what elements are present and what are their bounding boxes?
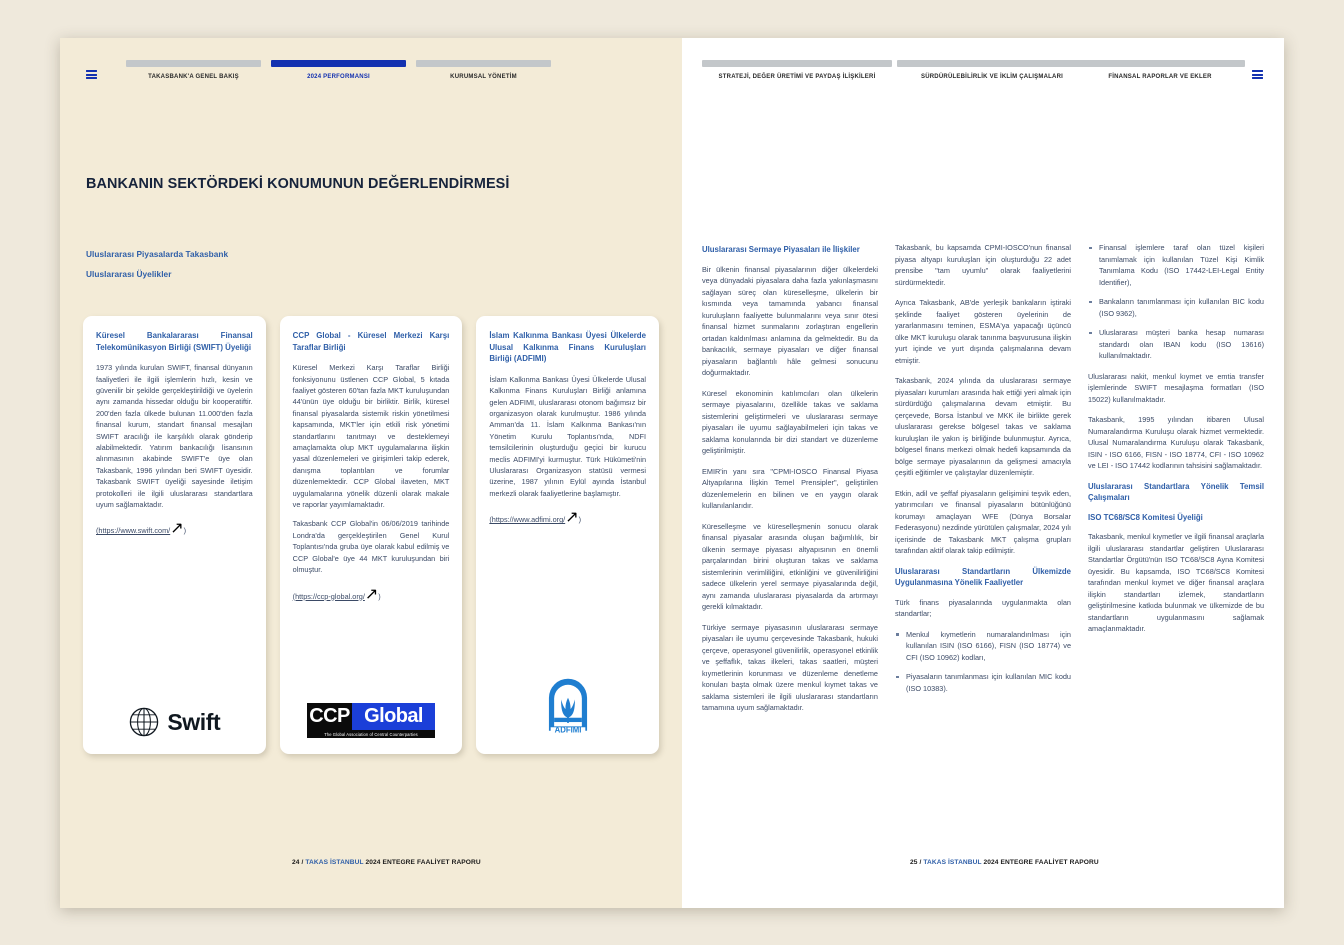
- card-body: Küresel Merkezi Karşı Taraflar Birliği fonksiyonunu üstlenen CCP Global, 5 kıtada faaliyet gösteren 60'tan fazla MKT kuruluşundan 44'ünün üye olduğu bir birliktir. Birlik, küresel finansal piyasalarda sistemik riskin yönetilmesi kapsamında, MKT'ler için etkili risk yönetimi standartlarını tanıtmayı ve desteklemeyi amaçlamakta olup MKT uygulamalarına ilişkin yasal düzenlemeleri ve girişimleri takip ederek, danışma toplantıları ve forumlar düzenlemektedir. CCP Global ilaveten, MKT uygulamalarına yönelik düzenli olarak makale ve raporlar yayımlamaktadır.: [292, 363, 450, 510]
- adfimi-emblem-icon: [542, 677, 594, 738]
- link-close-paren: ): [183, 526, 187, 536]
- svg-text:ADFIMI: ADFIMI: [554, 725, 582, 735]
- globe-icon: [128, 706, 160, 738]
- tab-strateji-deger-uretimi[interactable]: [702, 60, 892, 80]
- external-link-icon[interactable]: ↗: [170, 520, 184, 538]
- footer-brand: TAKAS İSTANBUL: [305, 859, 364, 866]
- tab-indicator-bar: [702, 60, 892, 67]
- column2-paragraph-1: Takasbank, bu kapsamda CPMI-IOSCO'nun finansal piyasa altyapı kuruluşları için oluşturduğu 22 adet prensibe "tam uyumlu" olarak faaliyetlerini sürdürmektedir.: [895, 243, 1071, 287]
- card-heading: Küresel Bankalararası Finansal Telekomünikasyon Birliği (SWIFT) Üyeliği: [96, 331, 253, 352]
- column1-paragraph-3: EMIR'in yanı sıra "CPMI-IOSCO Finansal Piyasa Altyapılarına İlişkin Temel Prensipler", geliştirilen düzenlemelerin en bilinen ve en yaygın olarak kullanılanlarıdır.: [702, 466, 878, 511]
- footer-page-number: 24 /: [292, 859, 304, 866]
- column1-paragraph-4: Küreselleşme ve küreselleşmenin sonucu olarak finansal piyasalar arasında oluşan bağımlılık, bir ülkenin sermaye piyasası altyapısının en önemli parçalarından birini oluşturan takas ve saklama sistemlerinin verimliliğini, etkinliğini ve güvenilirliğini sadece ülkelerin yerel sermaye piyasalarında değil, aynı zamanda uluslararası piyasalarda da artırmayı gerekli kılmaktadır.: [702, 521, 878, 612]
- card-body-2: Takasbank CCP Global'in 06/06/2019 tarihinde Londra'da gerçekleştirilen Genel Kurul Toplantısı'nda gruba üye olarak kabul edilmiş ve CCP Global'e üye 44 MKT kuruluşundan biri olmuştur.: [292, 519, 450, 575]
- tab-indicator-bar: [126, 60, 261, 67]
- external-link-icon[interactable]: ↗: [565, 509, 579, 527]
- column1-heading: Uluslararası Sermaye Piyasaları ile İlişkiler: [702, 245, 860, 254]
- ccp-global-logo: [293, 689, 450, 744]
- article-column-1: [702, 242, 878, 723]
- adfimi-link[interactable]: (https://www.adfimi.org/: [489, 515, 566, 525]
- tab-indicator-bar: [416, 60, 551, 67]
- column2-paragraph-5: Türk finans piyasalarında uygulanmakta olan standartlar;: [895, 597, 1071, 619]
- external-link-icon[interactable]: ↗: [364, 585, 379, 603]
- ccp-logo-ccp: CCP: [307, 703, 352, 730]
- footer-report-title: 2024 ENTEGRE FAALİYET RAPORU: [365, 859, 481, 866]
- swift-link[interactable]: (https://www.swift.com/: [96, 526, 171, 536]
- article-columns: [702, 242, 1266, 723]
- link-close-paren: ): [578, 515, 582, 525]
- swift-wordmark: Swift: [167, 708, 221, 735]
- tab-label: STRATEJİ, DEĞER ÜRETİMİ VE PAYDAŞ İLİŞKİLERİ: [718, 74, 876, 80]
- tab-takasbanka-genel-bakis[interactable]: [126, 60, 261, 80]
- left-page-nav: [60, 38, 682, 94]
- tab-label: SÜRDÜRÜLEBİLİRLİK VE İKLİM ÇALIŞMALARI: [920, 74, 1064, 80]
- ccp-global-link[interactable]: (https://ccp-global.org/: [292, 591, 365, 601]
- footer-page-number: 25 /: [910, 859, 922, 866]
- footer-report-title: 2024 ENTEGRE FAALİYET RAPORU: [983, 859, 1099, 866]
- adfimi-logo: [489, 663, 646, 744]
- tab-2024-performansi[interactable]: [271, 60, 406, 80]
- tab-label: FİNANSAL RAPORLAR VE EKLER: [1108, 74, 1212, 80]
- membership-cards: [83, 316, 659, 754]
- article-column-3: [1088, 242, 1264, 723]
- card-ccp-global: [280, 316, 463, 754]
- column2-paragraph-2: Ayrıca Takasbank, AB'de yerleşik bankaların iştiraki şeklinde faaliyet gösteren üyelerinin de yararlanmasını teminen, ESMA'ya yapacağı üçüncü ülke MKT kuruluşu olarak tanınma başvurusuna ilişkin yurt içinde ve yurt dışında çalışmalarına devam etmiştir.: [895, 298, 1071, 365]
- column3-heading-1: Uluslararası Standartlara Yönelik Temsil Çalışmaları: [1088, 481, 1264, 503]
- tab-indicator-bar: [271, 60, 406, 67]
- column3-paragraph-3: Takasbank, menkul kıymetler ve ilgili finansal araçlarla ilgili uluslararası standartlar geliştiren Uluslararası Standartlar Örgütü'nün ISO TC68/SC8 Ayna Komitesi üyesidir. Bu kapsamda, ISO TC68/SC8 Komitesi tarafından menkul kıymet ve diğer finansal araçlara ilişkin standartları izlemek, standartların geliştirilmesine katkıda bulunmak ve ülkemizde de bu standartların uygulanmasını sağlamak amaçlanmaktadır.: [1088, 532, 1264, 634]
- right-page-nav: [682, 38, 1284, 94]
- card-link-wrapper: [96, 518, 253, 538]
- section-subheading-1: Uluslararası Piyasalarda Takasbank: [86, 249, 229, 259]
- page-spread: [60, 38, 1284, 908]
- column2-heading: Uluslararası Standartların Ülkemizde Uygulanmasına Yönelik Faaliyetler: [895, 566, 1071, 588]
- card-heading: CCP Global - Küresel Merkezi Karşı Taraflar Birliği: [292, 331, 450, 352]
- column3-paragraph-1: Uluslararası nakit, menkul kıymet ve emtia transfer işlemlerinde SWIFT mesajlaşma formatları (ISO 15022) kullanılmaktadır.: [1088, 371, 1264, 404]
- column1-paragraph-2: Küresel ekonominin katılımcıları olan ülkelerin sermaye piyasalarını, özellikle takas ve saklama sistemlerini geliştirmeleri ve uluslararası sermaye piyasaları ile uyumu sağlayabilmeleri için takas ve saklama konularında bir dizi standart ve düzenleme geliştirilmiştir.: [702, 388, 878, 456]
- tab-indicator-bar: [897, 60, 1087, 67]
- page-title: BANKANIN SEKTÖRDEKİ KONUMUNUN DEĞERLENDİRMESİ: [86, 176, 510, 192]
- right-page-footer: [910, 859, 1099, 866]
- ccp-logo-tagline: The Global Association of Central Counterparties: [307, 730, 435, 738]
- column1-paragraph-1: Bir ülkenin finansal piyasalarının diğer ülkelerdeki veya dünyadaki piyasalara daha fazla yakınlaşmasını sağlayan süreç olan küreselleşme, ülkelerin bir kısmında veya tamamında yabancı finansal kuruluşların faaliyette bulunmalarını veya sınır ötesi finansal hizmet sunmalarını zorlaştıran engellerin ortadan kaldırılması anlamına da gelmektedir. Bu da bankacılık, sermaye piyasaları ve diğer finansal piyasaların bağlantılı hâle gelmesi sonucunu doğurmaktadır.: [702, 264, 878, 378]
- swift-logo: [96, 692, 253, 744]
- section-subheading-2: Uluslararası Üyelikler: [86, 269, 172, 279]
- tab-label: 2024 PERFORMANSI: [307, 74, 370, 80]
- card-link-wrapper: [293, 584, 450, 604]
- column2-paragraph-3: Takasbank, 2024 yılında da uluslararası sermaye piyasaları kurumları arasında hak ettiği yeri almak için sürdürdüğü çalışmalarına devam etmiştir. Bu çerçevede, Borsa İstanbul ve MKK ile birlikte gerek uluslararası gerekse bölgesel takas ve saklama kuruluşları ile yakın iş birliğinde bulunmuştur. Ayrıca, bölgesel finans merkezi olmak hedefi kapsamında da bölge sermaye piyasalarının da gelişmesi amacıyla çeşitli eğitimler ve çalıştaylar düzenlemiştir.: [895, 376, 1071, 477]
- tab-finansal-raporlar[interactable]: [1075, 60, 1245, 80]
- tab-label: KURUMSAL YÖNETİM: [450, 74, 517, 80]
- left-page-footer: [292, 859, 481, 866]
- tab-label: TAKASBANK'A GENEL BAKIŞ: [148, 74, 239, 80]
- tab-kurumsal-yonetim[interactable]: [416, 60, 551, 80]
- column3-heading-2: ISO TC68/SC8 Komitesi Üyeliği: [1088, 512, 1203, 522]
- left-page: [60, 38, 682, 908]
- list-item: Piyasaların tanımlanması için kullanılan MIC kodu (ISO 10383).: [895, 671, 1071, 694]
- hamburger-menu-icon[interactable]: [86, 70, 97, 79]
- list-item: Finansal işlemlere taraf olan tüzel kişileri tanımlamak için kullanılan Tüzel Kişi Kimlik Tanımlama Kodu (ISO 17442-LEI-Legal Entity Identifier),: [1088, 242, 1264, 288]
- footer-brand: TAKAS İSTANBUL: [923, 859, 982, 866]
- column3-paragraph-2: Takasbank, 1995 yılından itibaren Ulusal Numaralandırma Kuruluşu olarak hizmet vermektedir. Ulusal Numaralandırma Kuruluşu olarak Takasbank, ISIN - ISO 6166, FISN - ISO 18774, CFI - ISO 10962 ve LEI - ISO 17442 kodlarının tahsisini sağlamaktadır.: [1088, 415, 1264, 470]
- card-link-wrapper: [489, 507, 646, 527]
- right-page: [682, 38, 1284, 908]
- card-body: İslam Kalkınma Bankası Üyesi Ülkelerde Ulusal Kalkınma Finans Kuruluşları Birliği anlamına gelen ADFIMI, uluslararası otonom bağımsız bir organizasyon olarak kurulmuştur. 1986 yılında Amman'da 11. İslam Kalkınma Bankası'nın Yönetim Kurulu Toplantısı'nda, NDFI temsilcilerinin oluşturduğu geçici bir kurucu meclis ADFIMI'yi kurmuştur. Türk Hükümeti'nin Uluslararası Organizasyon statüsü vermesi üzerine, 1987 yılının Eylül ayında İstanbul merkezli olarak faaliyetlerine başlamıştır.: [489, 374, 647, 498]
- card-adfimi: [476, 316, 659, 754]
- list-item: Menkul kıymetlerin numaralandırılması için kullanılan ISIN (ISO 6166), FISN (ISO 18774) ve CFI (ISO 10962) kodları,: [895, 629, 1071, 664]
- card-heading: İslam Kalkınma Bankası Üyesi Ülkelerde Ulusal Kalkınma Finans Kuruluşları Birliği (ADFIMI): [489, 331, 647, 364]
- article-column-2: [895, 242, 1071, 723]
- column1-paragraph-5: Türkiye sermaye piyasasının uluslararası sermaye piyasaları ile uyumu çerçevesinde Takasbank, hukuki çerçeve, operasyonel güvenilirlik, operasyonel etkinlik ve şeffaflık, takas ilkeleri, takas saatleri, müşteri kıymetlerinin korunması ve düzenleme denetleme konuları başta olmak üzere menkul kıymet takas ve saklama sistemleri ile ilgili uluslararası standartların tamamına uyum sağlamaktadır.: [702, 622, 878, 713]
- hamburger-menu-icon[interactable]: [1252, 70, 1263, 79]
- tab-surdurulebilirlik-iklim[interactable]: [897, 60, 1087, 80]
- tab-indicator-bar: [1075, 60, 1245, 67]
- card-body: 1973 yılında kurulan SWIFT, finansal dünyanın faaliyetleri ile ilgili işlemlerin hızlı, kesin ve güvenilir bir şekilde gerçekleştirildiği ve üyelerin aynı zamanda hissedar olduğu bir kooperatiftir. 200'den fazla ülkede bulunan 11.000'den fazla finansal kurum, standart finansal mesajları SWIFT aracılığı ile karşılıklı olarak gönderip alabilmektedir. Yatırım bankacılığı lisansının alınmasının akabinde SWIFT'e üye olan Takasbank, 1996 yılından beri SWIFT üyesidir. Takasbank SWIFT üyeliği sayesinde iletişim protokolleri ile ilgili uluslararası standartlara uyum sağlamaktadır.: [96, 363, 253, 510]
- link-close-paren: ): [378, 591, 381, 601]
- column2-paragraph-4: Etkin, adil ve şeffaf piyasaların gelişimini teşvik eden, yatırımcıları ve finansal piyasaların bütünlüğünü korumayı amaçlayan WFE (Dünya Borsalar Federasyonu) nezdinde yürütülen çalışmalar, 2024 yılı içerisinde de Takasbank MKT çalışma grupları tarafından aktif olarak takip edilmiştir.: [895, 488, 1071, 555]
- ccp-logo-global: Global: [352, 703, 435, 730]
- column3-bullet-list: [1088, 242, 1264, 362]
- column2-bullet-list: [895, 629, 1071, 695]
- card-swift: [83, 316, 266, 754]
- list-item: Uluslararası müşteri banka hesap numarası standardı olan IBAN kodu (ISO 13616) kullanılmaktadır.: [1088, 327, 1264, 362]
- list-item: Bankaların tanımlanması için kullanılan BIC kodu (ISO 9362),: [1088, 296, 1264, 319]
